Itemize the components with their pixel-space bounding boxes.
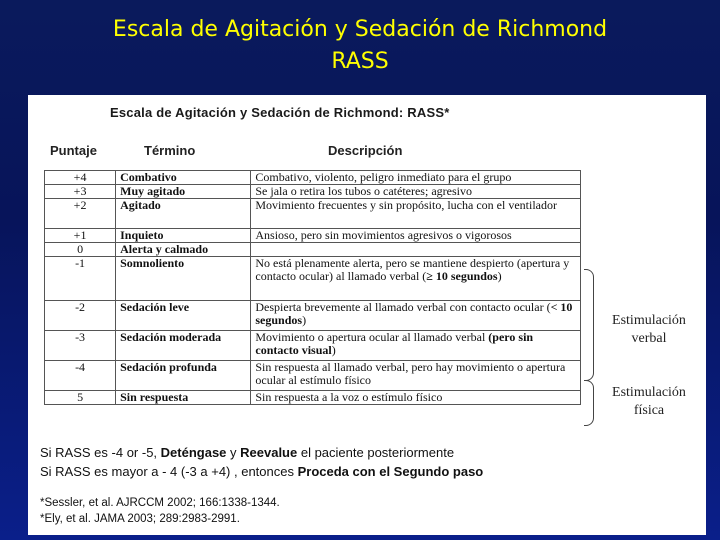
description-cell xyxy=(251,257,581,301)
description-cell: Ansioso, pero sin movimientos agresivos o vigorosos xyxy=(251,229,581,243)
term-cell: Sedación moderada xyxy=(116,331,251,361)
table-row xyxy=(45,301,581,331)
document-title: Escala de Agitación y Sedación de Richmond: RASS* xyxy=(110,105,450,120)
header-score: Puntaje xyxy=(50,143,97,158)
table-row xyxy=(45,331,581,361)
description-text: ) xyxy=(302,313,307,327)
score-cell: -4 xyxy=(45,361,116,391)
term-cell: Agitado xyxy=(116,199,251,229)
term-cell: Muy agitado xyxy=(116,185,251,199)
term-cell: Sin respuesta xyxy=(116,391,251,405)
score-cell: -1 xyxy=(45,257,116,301)
table-row xyxy=(45,361,581,391)
brace-fisica xyxy=(584,380,594,426)
description-cell: Se jala o retira los tubos o catéteres; agresivo xyxy=(251,185,581,199)
slide-title-line2: RASS xyxy=(331,49,389,74)
brace-label-line: Estimulación xyxy=(612,385,686,400)
description-cell: Sin respuesta a la voz o estímulo físico xyxy=(251,391,581,405)
instruction-line-2 xyxy=(40,464,483,479)
term-cell: Alerta y calmado xyxy=(116,243,251,257)
description-cell xyxy=(251,243,581,257)
table-row xyxy=(45,171,581,185)
instruction-emphasis: Proceda con el Segundo paso xyxy=(297,464,484,479)
instruction-emphasis: Deténgase xyxy=(160,445,227,460)
score-cell: +2 xyxy=(45,199,116,229)
table-row xyxy=(45,185,581,199)
score-cell: -2 xyxy=(45,301,116,331)
description-emphasis: < 10 segundos xyxy=(255,300,573,327)
brace-label-verbal xyxy=(599,312,699,348)
instruction-text: Si RASS es -4 or -5, xyxy=(40,445,161,460)
slide-title-line1: Escala de Agitación y Sedación de Richmond xyxy=(112,17,608,42)
score-cell: +4 xyxy=(45,171,116,185)
score-cell: 0 xyxy=(45,243,116,257)
rass-table xyxy=(44,170,581,405)
term-cell: Sedación profunda xyxy=(116,361,251,391)
score-cell: 5 xyxy=(45,391,116,405)
description-cell: Sin respuesta al llamado verbal, pero hay movimiento o apertura ocular al estímulo físico xyxy=(251,361,581,391)
description-emphasis: (pero sin contacto visual xyxy=(255,330,534,357)
table-row xyxy=(45,257,581,301)
header-term: Término xyxy=(144,143,196,158)
instruction-text: Si RASS es mayor a - 4 (-3 a +4) , entonces xyxy=(40,464,298,479)
instruction-text: y xyxy=(226,445,241,460)
term-cell: Inquieto xyxy=(116,229,251,243)
brace-label-line: física xyxy=(633,403,665,418)
description-text: Despierta brevemente al llamado verbal con contacto ocular ( xyxy=(255,300,551,314)
reference-1: *Sessler, et al. AJRCCM 2002; 166:1338-1344. xyxy=(40,497,280,509)
table-row xyxy=(45,199,581,229)
brace-label-line: Estimulación xyxy=(612,313,686,328)
score-cell: +3 xyxy=(45,185,116,199)
description-text: ) xyxy=(497,269,502,283)
reference-2: *Ely, et al. JAMA 2003; 289:2983-2991. xyxy=(40,513,240,525)
instruction-emphasis: Reevalue xyxy=(240,445,298,460)
instruction-text: el paciente posteriormente xyxy=(297,445,455,460)
description-emphasis: ≥ 10 segundos xyxy=(426,269,498,283)
description-text: No está plenamente alerta, pero se mantiene despierto (apertura y contacto ocular) al llamado verbal ( xyxy=(255,256,570,283)
slide-title xyxy=(0,14,720,78)
description-cell: Combativo, violento, peligro inmediato para el grupo xyxy=(251,171,581,185)
brace-verbal xyxy=(584,269,594,381)
table-row xyxy=(45,243,581,257)
term-cell: Sedación leve xyxy=(116,301,251,331)
document-panel xyxy=(28,95,706,535)
header-description: Descripción xyxy=(328,143,403,158)
table-row xyxy=(45,229,581,243)
description-text: Movimiento o apertura ocular al llamado verbal xyxy=(255,330,489,344)
brace-label-line: verbal xyxy=(631,331,667,346)
brace-label-fisica xyxy=(599,384,699,420)
term-cell: Somnoliento xyxy=(116,257,251,301)
score-cell: -3 xyxy=(45,331,116,361)
instruction-line-1 xyxy=(40,445,454,460)
table-row xyxy=(45,391,581,405)
description-cell: Movimiento frecuentes y sin propósito, lucha con el ventilador xyxy=(251,199,581,229)
description-cell xyxy=(251,301,581,331)
term-cell: Combativo xyxy=(116,171,251,185)
description-text: ) xyxy=(331,343,336,357)
description-cell xyxy=(251,331,581,361)
score-cell: +1 xyxy=(45,229,116,243)
